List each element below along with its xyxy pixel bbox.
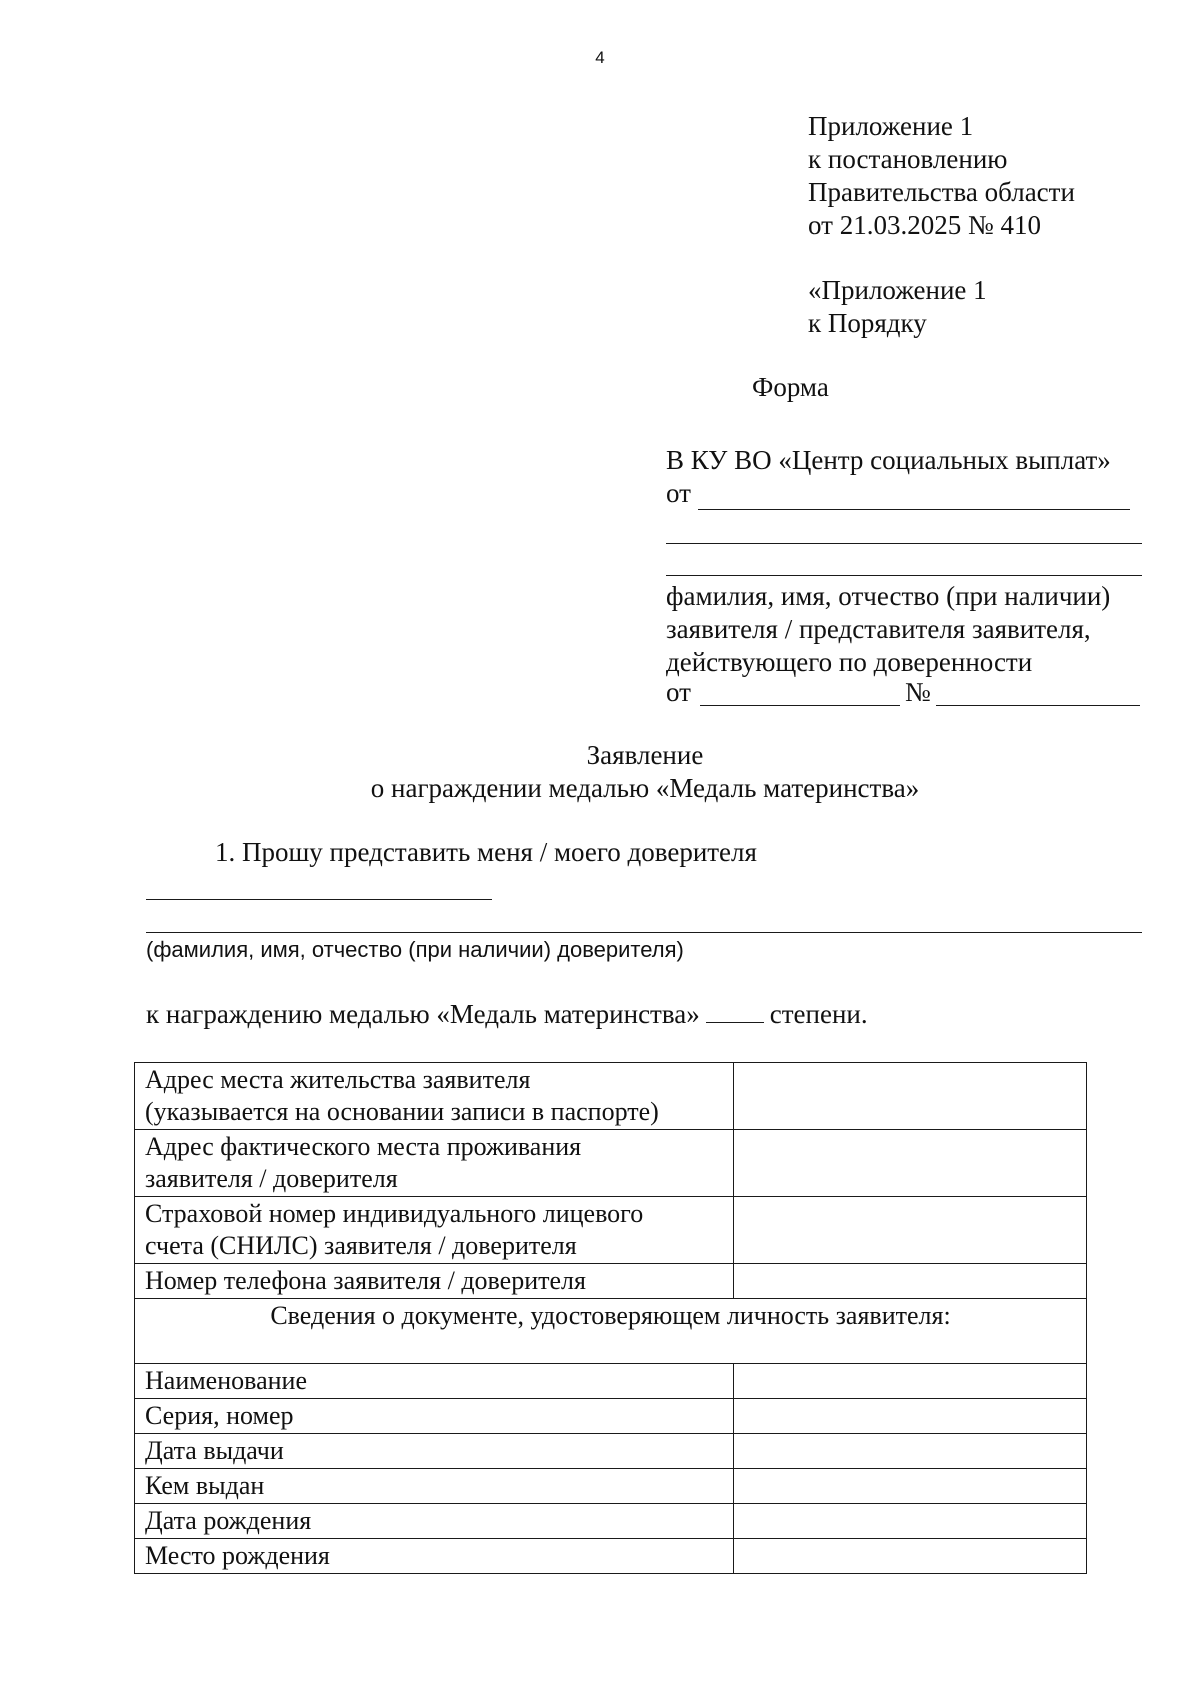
birth-place-field[interactable] (734, 1539, 1087, 1574)
label-line: Страховой номер индивидуального лицевого (145, 1199, 644, 1228)
row-label (135, 1197, 734, 1264)
label-line: Адрес места жительства заявителя (145, 1065, 531, 1094)
row-label: Дата рождения (135, 1504, 734, 1539)
form-label: Форма (752, 372, 829, 402)
appendix-line: к Порядку (808, 308, 927, 338)
appendix-line: Приложение 1 (808, 111, 974, 141)
poa-from-label: от (666, 677, 691, 707)
title-line: Заявление (586, 740, 704, 770)
table-row (135, 1130, 1087, 1197)
award-degree-row (146, 999, 868, 1030)
label-line: (указывается на основании записи в паспорте) (145, 1097, 659, 1126)
recipient-from-label: от (666, 478, 691, 508)
table-row (135, 1063, 1087, 1130)
appendix-header-procedure (808, 274, 987, 340)
actual-address-field[interactable] (734, 1130, 1087, 1197)
table-row (135, 1434, 1087, 1469)
poa-number-label: № (905, 677, 931, 707)
caption-line: фамилия, имя, отчество (при наличии) (666, 581, 1111, 611)
row-label: Наименование (135, 1364, 734, 1399)
caption-line: действующего по доверенности (666, 647, 1033, 677)
poa-date-field[interactable] (700, 705, 900, 706)
birth-date-field[interactable] (734, 1504, 1087, 1539)
row-label: Дата выдачи (135, 1434, 734, 1469)
row-label: Место рождения (135, 1539, 734, 1574)
table-row (135, 1469, 1087, 1504)
recipient-to: В КУ ВО «Центр социальных выплат» (666, 445, 1111, 475)
document-title (0, 739, 1200, 805)
request-paragraph: 1. Прошу представить меня / моего доверителя (215, 837, 757, 867)
row-label: Кем выдан (135, 1469, 734, 1504)
applicant-name-field[interactable] (698, 509, 1130, 510)
residence-address-field[interactable] (734, 1063, 1087, 1130)
phone-field[interactable] (734, 1264, 1087, 1299)
applicant-name-field-line2[interactable] (666, 543, 1142, 544)
table-row (135, 1399, 1087, 1434)
page-number: 4 (595, 48, 605, 67)
row-label (135, 1130, 734, 1197)
id-document-heading: Сведения о документе, удостоверяющем личность заявителя: (135, 1299, 1087, 1364)
award-text: к награждению медалью «Медаль материнства» (146, 999, 700, 1029)
applicant-info-table (134, 1062, 1087, 1574)
appendix-line: «Приложение 1 (808, 275, 987, 305)
applicant-name-field-line3[interactable] (666, 575, 1142, 576)
label-line: заявителя / доверителя (145, 1164, 398, 1193)
recipient-block (666, 444, 1146, 510)
row-label (135, 1063, 734, 1130)
award-degree-field[interactable] (706, 1000, 764, 1023)
issued-by-field[interactable] (734, 1469, 1087, 1504)
table-row (135, 1197, 1087, 1264)
appendix-header (808, 110, 1075, 242)
issue-date-field[interactable] (734, 1434, 1087, 1469)
row-label: Серия, номер (135, 1399, 734, 1434)
table-section-row (135, 1299, 1087, 1364)
appendix-line: от 21.03.2025 № 410 (808, 210, 1041, 240)
series-number-field[interactable] (734, 1399, 1087, 1434)
appendix-line: к постановлению (808, 144, 1008, 174)
table-row (135, 1539, 1087, 1574)
table-row (135, 1504, 1087, 1539)
snils-field[interactable] (734, 1197, 1087, 1264)
principal-caption: (фамилия, имя, отчество (при наличии) доверителя) (146, 937, 684, 962)
title-line: о награждении медалью «Медаль материнства» (370, 773, 920, 803)
table-row (135, 1364, 1087, 1399)
caption-line: заявителя / представителя заявителя, (666, 614, 1091, 644)
poa-number-field[interactable] (936, 705, 1140, 706)
appendix-line: Правительства области (808, 177, 1075, 207)
applicant-caption (666, 580, 1156, 679)
principal-name-field[interactable] (146, 899, 492, 900)
label-line: Номер телефона заявителя / доверителя (145, 1266, 586, 1295)
document-name-field[interactable] (734, 1364, 1087, 1399)
row-label (135, 1264, 734, 1299)
power-of-attorney-row (666, 676, 691, 709)
award-degree-suffix: степени. (769, 999, 868, 1029)
label-line: Адрес фактического места проживания (145, 1132, 582, 1161)
principal-name-field-line2[interactable] (146, 932, 1142, 933)
table-row (135, 1264, 1087, 1299)
label-line: счета (СНИЛС) заявителя / доверителя (145, 1231, 577, 1260)
